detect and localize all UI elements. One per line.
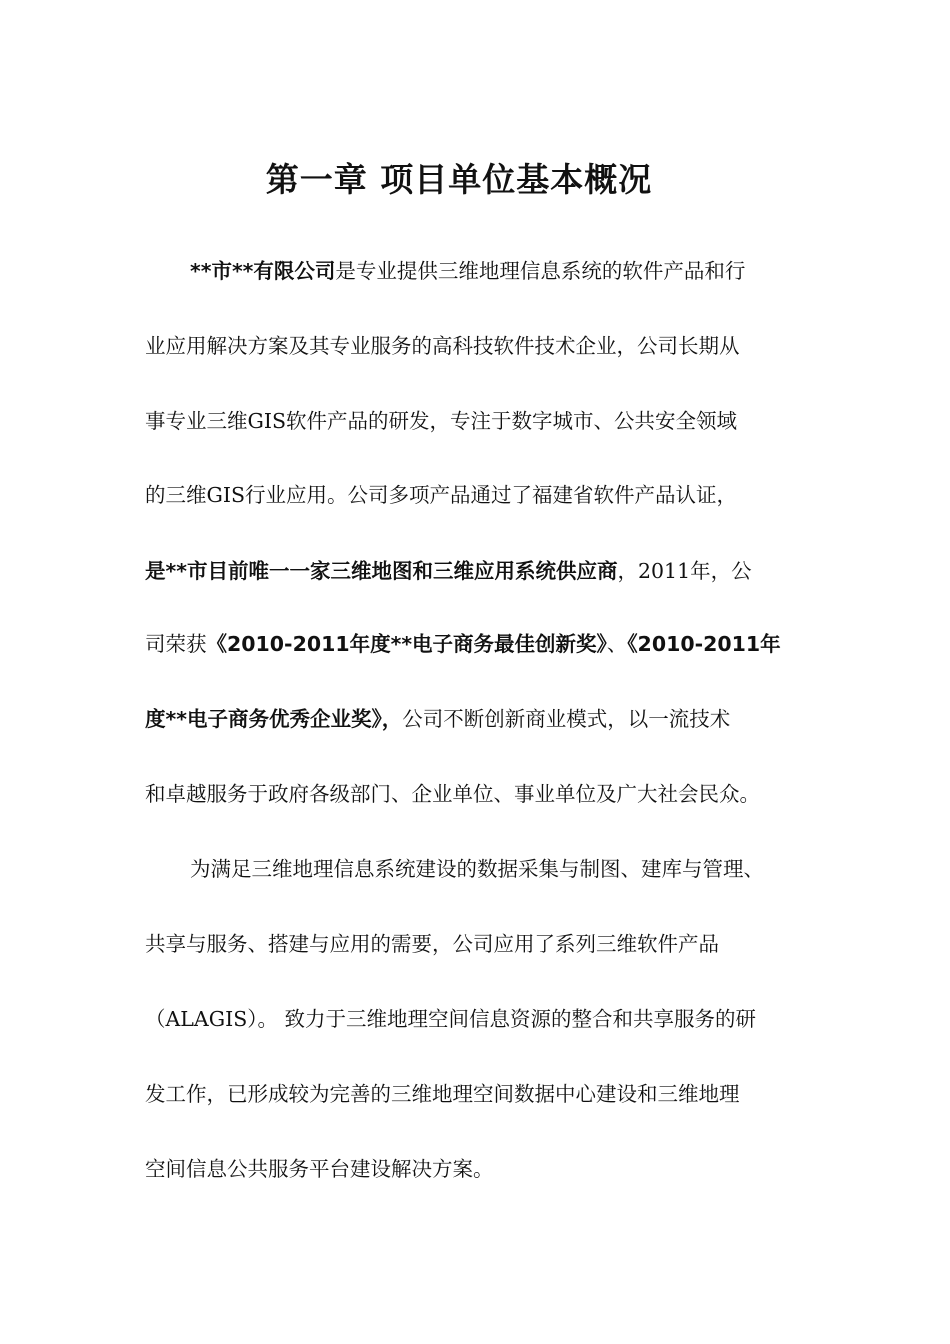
paragraph-1-line-4: 的三维GIS行业应用。公司多项产品通过了福建省软件产品认证， xyxy=(145,483,738,507)
paragraph-2-line-2: 共享与服务、搭建与应用的需要，公司应用了系列三维软件产品 xyxy=(145,932,719,956)
paragraph-1-line-7-text: 公司不断创新商业模式，以一流技术 xyxy=(402,707,731,731)
sole-supplier-bold: 是**市目前唯一一家三维地图和三维应用系统供应商 xyxy=(145,559,618,583)
paragraph-1-line-5 xyxy=(145,551,810,591)
paragraph-1-line-5-text: ，2011年，公 xyxy=(617,559,752,583)
paragraph-1-line-1 xyxy=(190,251,820,291)
chapter-title: 第一章 项目单位基本概况 xyxy=(265,160,653,199)
paragraph-1-line-6-text-a: 司荣获 xyxy=(145,632,207,656)
paragraph-1-line-6 xyxy=(145,624,810,664)
paragraph-2-line-5: 空间信息公共服务平台建设解决方案。 xyxy=(145,1157,494,1181)
paragraph-1-line-7 xyxy=(145,699,810,739)
paragraph-1-line-6-text-b: 、 xyxy=(606,632,628,656)
paragraph-2-line-4: 发工作，已形成较为完善的三维地理空间数据中心建设和三维地理 xyxy=(145,1082,740,1106)
paragraph-2-line-1: 为满足三维地理信息系统建设的数据采集与制图、建库与管理、 xyxy=(190,857,764,881)
paragraph-1-line-1-text: 是专业提供三维地理信息系统的软件产品和行 xyxy=(335,259,746,283)
paragraph-1-line-2: 业应用解决方案及其专业服务的高科技软件技术企业，公司长期从 xyxy=(145,334,740,358)
paragraph-1-line-8: 和卓越服务于政府各级部门、企业单位、事业单位及广大社会民众。 xyxy=(145,782,760,806)
paragraph-1-line-3: 事专业三维GIS软件产品的研发，专注于数字城市、公共安全领域 xyxy=(145,409,738,433)
award-excellent-start-bold: 《2010-2011年 xyxy=(627,632,781,656)
company-name-bold: **市**有限公司 xyxy=(190,259,336,283)
award-innovation-bold: 《2010-2011年度**电子商务最佳创新奖》 xyxy=(206,632,607,656)
paragraph-2-line-3: （ALAGIS）。 致力于三维地理空间信息资源的整合和共享服务的研 xyxy=(145,1007,757,1031)
award-excellent-end-bold: 度**电子商务优秀企业奖》， xyxy=(145,707,403,731)
